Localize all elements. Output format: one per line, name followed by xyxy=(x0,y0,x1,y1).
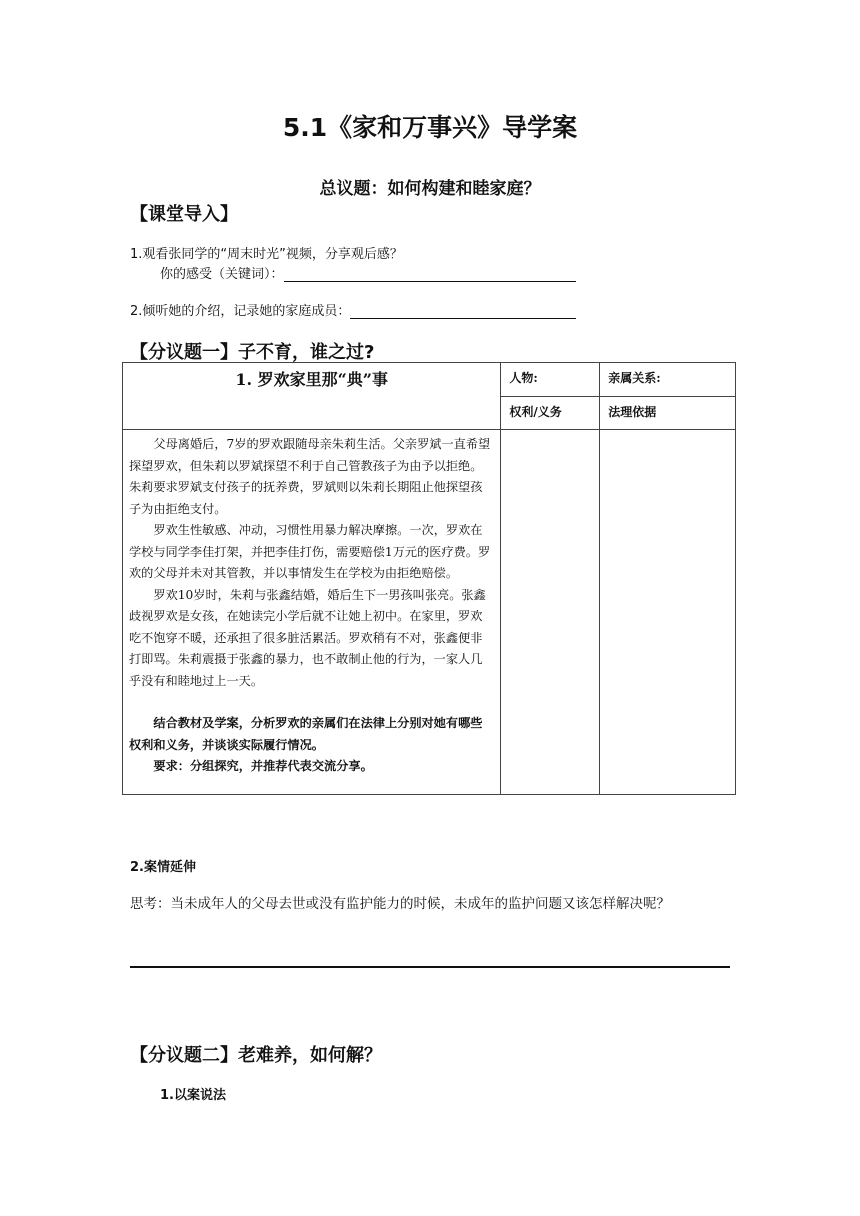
topic2-subheading: 1.以案说法 xyxy=(160,1088,226,1103)
page-title: 5.1《家和万事兴》导学案 xyxy=(282,113,578,142)
intro-question-1: 1.观看张同学的“周末时光”视频，分享观后感？ xyxy=(130,247,403,262)
case-title-cell xyxy=(123,363,501,430)
extension-question: 思考：当未成年人的父母去世或没有监护能力的时候，未成年的监护问题又该怎样解决呢？ xyxy=(130,896,670,912)
case-requirement: 要求：分组探究，并推荐代表交流分享。 xyxy=(153,759,373,773)
person-header: 人物: xyxy=(509,371,538,385)
rights-answer-cell[interactable] xyxy=(501,430,600,795)
basis-header-cell xyxy=(600,397,736,430)
answer-blank-line[interactable] xyxy=(350,304,576,319)
case-title: 1. 罗欢家里那“典”事 xyxy=(235,370,389,389)
story-paragraph: 罗欢生性敏感、冲动，习惯性用暴力解决摩擦。一次，罗欢在学校与同学李佳打架，并把李佳打伤，需要赔偿1万元的医疗费。罗欢的父母并未对其管教，并以事情发生在学校为由拒绝赔偿。 xyxy=(129,523,491,580)
intro-question-2 xyxy=(130,300,576,319)
intro-heading: 【课堂导入】 xyxy=(130,204,238,225)
case-story xyxy=(123,430,500,778)
rights-header: 权利/义务 xyxy=(509,405,562,419)
topic2-heading: 【分议题二】老难养，如何解？ xyxy=(130,1045,382,1066)
case-task: 结合教材及学案，分析罗欢的亲属们在法律上分别对她有哪些权利和义务，并谈谈实际履行情况。 xyxy=(129,716,483,752)
story-paragraph: 罗欢10岁时，朱莉与张鑫结婚，婚后生下一男孩叫张亮。张鑫歧视罗欢是女孩，在她读完小学后就不让她上初中。在家里，罗欢吃不饱穿不暖，还承担了很多脏活累活。罗欢稍有不对，张鑫便非打即骂。朱莉震摄于张鑫的暴力，也不敢制止他的行为，一家人几乎没有和睦地过上一天。 xyxy=(129,587,486,688)
topic1-heading: 【分议题一】子不育，谁之过? xyxy=(130,342,375,363)
relation-header-cell xyxy=(600,363,736,397)
page-subtitle: 总议题：如何构建和睦家庭？ xyxy=(319,179,541,199)
person-header-cell xyxy=(501,363,600,397)
case-story-cell xyxy=(123,430,501,795)
answer-line[interactable] xyxy=(130,966,730,968)
intro-question-1-label: 你的感受（关键词）： xyxy=(160,267,284,282)
answer-blank-line[interactable] xyxy=(284,267,576,282)
basis-answer-cell[interactable] xyxy=(600,430,736,795)
extension-heading: 2.案情延伸 xyxy=(130,860,196,875)
case-table xyxy=(122,362,736,795)
relation-header: 亲属关系: xyxy=(608,371,661,385)
intro-question-2-label: 2.倾听她的介绍，记录她的家庭成员： xyxy=(130,304,351,319)
basis-header: 法理依据 xyxy=(608,405,657,419)
story-paragraph: 父母离婚后，7岁的罗欢跟随母亲朱莉生活。父亲罗斌一直希望探望罗欢，但朱莉以罗斌探望不利于自己管教孩子为由予以拒绝。朱莉要求罗斌支付孩子的抚养费，罗斌则以朱莉长期阻止他探望孩子为由拒绝支付。 xyxy=(129,437,491,516)
intro-question-1-answer xyxy=(160,263,576,282)
rights-header-cell xyxy=(501,397,600,430)
